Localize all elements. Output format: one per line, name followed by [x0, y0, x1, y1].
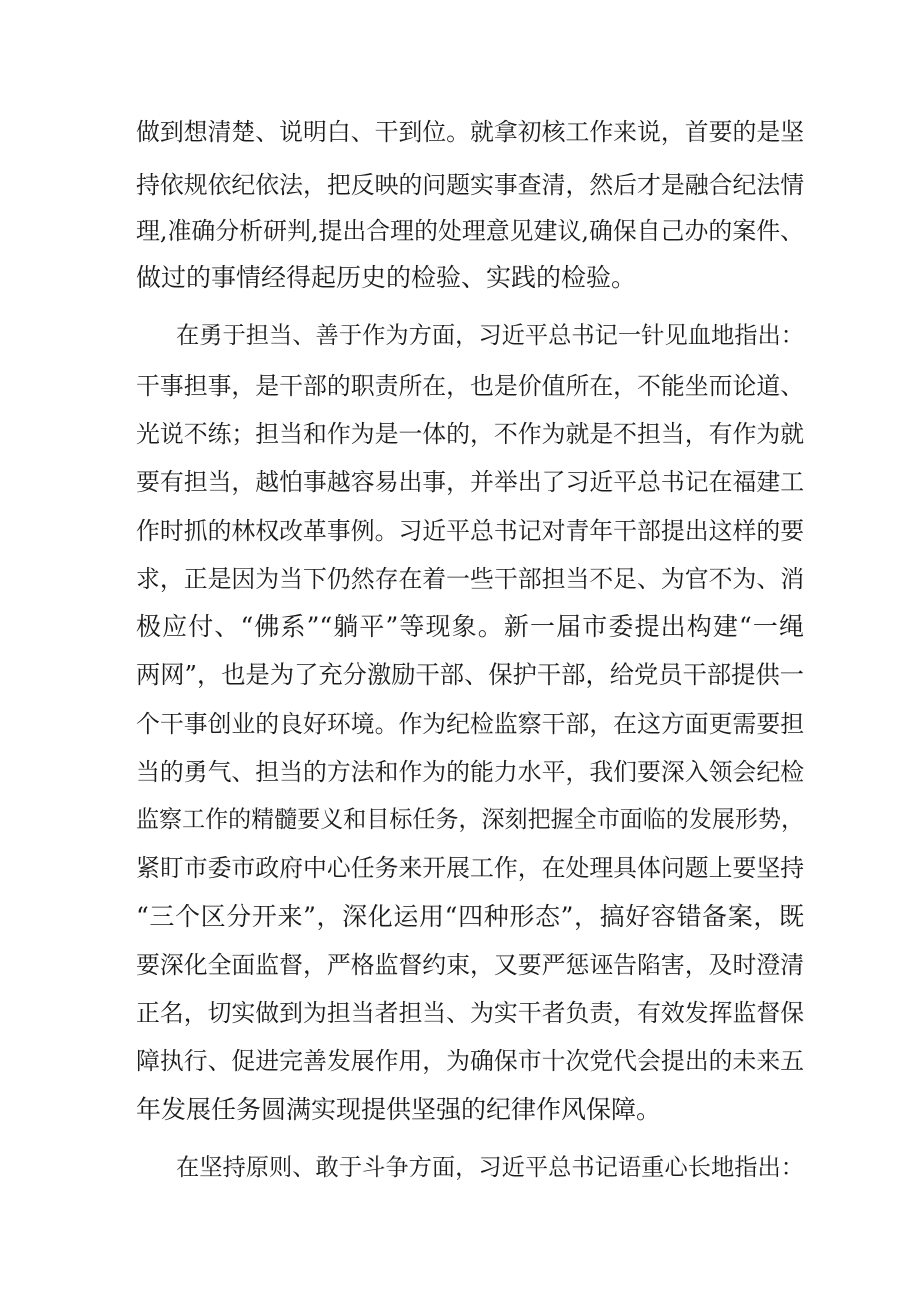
text-line: 当的勇气、担当的方法和作为的能力水平，我们要深入领会纪检	[136, 758, 805, 786]
text-line: 要有担当，越怕事越容易出事，并举出了习近平总书记在福建工	[136, 468, 805, 496]
text-line: 持依规依纪依法，把反映的问题实事查清，然后才是融合纪法情	[136, 171, 805, 199]
text-line: 求，正是因为当下仍然存在着一些干部担当不足、为官不为、消	[136, 565, 805, 593]
text-line: 两网”，也是为了充分激励干部、保护干部，给党员干部提供一	[136, 660, 804, 689]
text-line: 个干事创业的良好环境。作为纪检监察干部，在这方面更需要担	[136, 710, 805, 738]
text-line: 要深化全面监督，严格监督约束，又要严惩诬告陷害，及时澄清	[136, 951, 805, 979]
text-line: 极应付、“佛系”“躺平”等现象。新一届市委提出构建“一绳	[136, 612, 804, 641]
text-line: 年发展任务圆满实现提供坚强的纪律作风保障。	[136, 1095, 662, 1124]
text-line: 障执行、促进完善发展作用，为确保市十次党代会提出的未来五	[136, 1047, 805, 1075]
text-line: 正名，切实做到为担当者担当、为实干者负责，有效发挥监督保	[136, 999, 805, 1027]
text-line: 监察工作的精髓要义和目标任务，深刻把握全市面临的发展形势，	[136, 807, 804, 833]
text-line: 在勇于担当、善于作为方面，习近平总书记一针见血地指出：	[176, 322, 804, 349]
text-line: 干事担事，是干部的职责所在，也是价值所在，不能坐而论道、	[136, 372, 805, 400]
text-line: 光说不练；担当和作为是一体的，不作为就是不担当，有作为就	[136, 420, 805, 448]
text-line: 在坚持原则、敢于斗争方面，习近平总书记语重心长地指出：	[176, 1154, 804, 1181]
text-line: 做过的事情经得起历史的检验、实践的检验。	[136, 263, 637, 292]
text-line: 做到想清楚、说明白、干到位。就拿初核工作来说，首要的是坚	[136, 118, 805, 146]
text-line: 作时抓的林权改革事例。习近平总书记对青年干部提出这样的要	[136, 517, 805, 545]
text-line: 理,准确分析研判,提出合理的处理意见建议,确保自己办的案件、	[136, 217, 804, 245]
text-line: “三个区分开来”，深化运用“四种形态”，搞好容错备案，既	[136, 902, 804, 931]
text-line: 紧盯市委市政府中心任务来开展工作，在处理具体问题上要坚持	[136, 854, 805, 882]
